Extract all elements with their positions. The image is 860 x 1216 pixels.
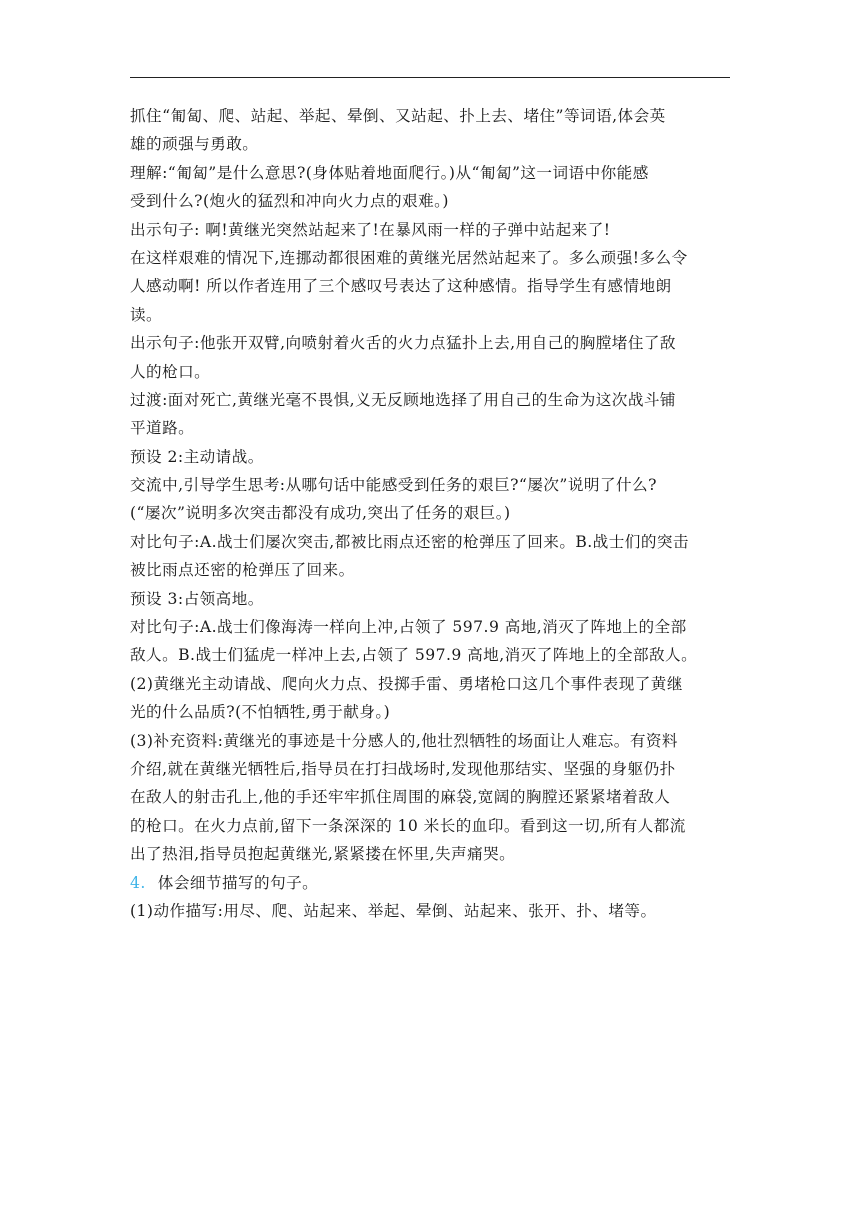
text-line: 预设 2:主动请战。 [130, 447, 264, 466]
text-line: (3)补充资料:黄继光的事迹是十分感人的,他壮烈牺牲的场面让人难忘。有资料 [130, 731, 678, 750]
text-line: 在这样艰难的情况下,连挪动都很困难的黄继光居然站起来了。多么顽强!多么令 [130, 248, 688, 267]
text-line: 光的什么品质?(不怕牺牲,勇于献身。) [130, 703, 391, 722]
text-line: 受到什么?(炮火的猛烈和冲向火力点的艰难。) [130, 192, 449, 211]
text-line: 敌人。B.战士们猛虎一样冲上去,占领了 597.9 高地,消灭了阵地上的全部敌人。 [130, 646, 698, 665]
text-line: (“屡次”说明多次突击都没有成功,突出了任务的艰巨。) [130, 504, 511, 523]
text-line: 雄的顽强与勇敢。 [130, 135, 259, 154]
text-line: 对比句子:A.战士们屡次突击,都被比雨点还密的枪弹压了回来。B.战士们的突击 [130, 532, 689, 551]
text-line: 被比雨点还密的枪弹压了回来。 [130, 561, 355, 580]
text-line: (2)黄继光主动请战、爬向火力点、投掷手雷、勇堵枪口这几个事件表现了黄继 [130, 674, 683, 693]
text-line: 介绍,就在黄继光牺牲后,指导员在打扫战场时,发现他那结实、坚强的身躯仍扑 [130, 759, 676, 778]
text-line: 读。 [130, 305, 163, 324]
list-item-4 [130, 869, 730, 897]
text-line: 理解:“匍匐”是什么意思?(身体贴着地面爬行。)从“匍匐”这一词语中你能感 [130, 163, 649, 182]
item-number: 4. [130, 873, 146, 892]
text-line: 的枪口。在火力点前,留下一条深深的 10 米长的血印。看到这一切,所有人都流 [130, 816, 686, 835]
text-line: 过渡:面对死亡,黄继光毫不畏惧,义无反顾地选择了用自己的生命为这次战斗铺 [130, 390, 676, 409]
header-rule [130, 77, 730, 78]
text-line: 出示句子:他张开双臂,向喷射着火舌的火力点猛扑上去,用自己的胸膛堵住了敌 [130, 334, 676, 353]
text-line: 抓住“匍匐、爬、站起、举起、晕倒、又站起、扑上去、堵住”等词语,体会英 [130, 107, 666, 125]
text-line: 人的枪口。 [130, 362, 211, 381]
text-line: 出了热泪,指导员抱起黄继光,紧紧搂在怀里,失声痛哭。 [130, 845, 516, 864]
text-line: 在敌人的射击孔上,他的手还牢牢抓住周围的麻袋,宽阔的胸膛还紧紧堵着敌人 [130, 788, 671, 807]
item-text: 体会细节描写的句子。 [157, 873, 319, 892]
text-line: 对比句子:A.战士们像海涛一样向上冲,占领了 597.9 高地,消灭了阵地上的全部 [130, 618, 687, 637]
text-line: 出示句子: 啊!黄继光突然站起来了!在暴风雨一样的子弹中站起来了! [130, 220, 611, 239]
text-line: 预设 3:占领高地。 [130, 589, 264, 608]
text-line: 平道路。 [130, 419, 195, 438]
document-body [130, 102, 730, 925]
text-line: 交流中,引导学生思考:从哪句话中能感受到任务的艰巨?“屡次”说明了什么? [130, 476, 657, 495]
text-line: (1)动作描写:用尽、爬、站起来、举起、晕倒、站起来、张开、扑、堵等。 [130, 901, 657, 920]
text-line: 人感动啊! 所以作者连用了三个感叹号表达了这种感情。指导学生有感情地朗 [130, 277, 672, 296]
